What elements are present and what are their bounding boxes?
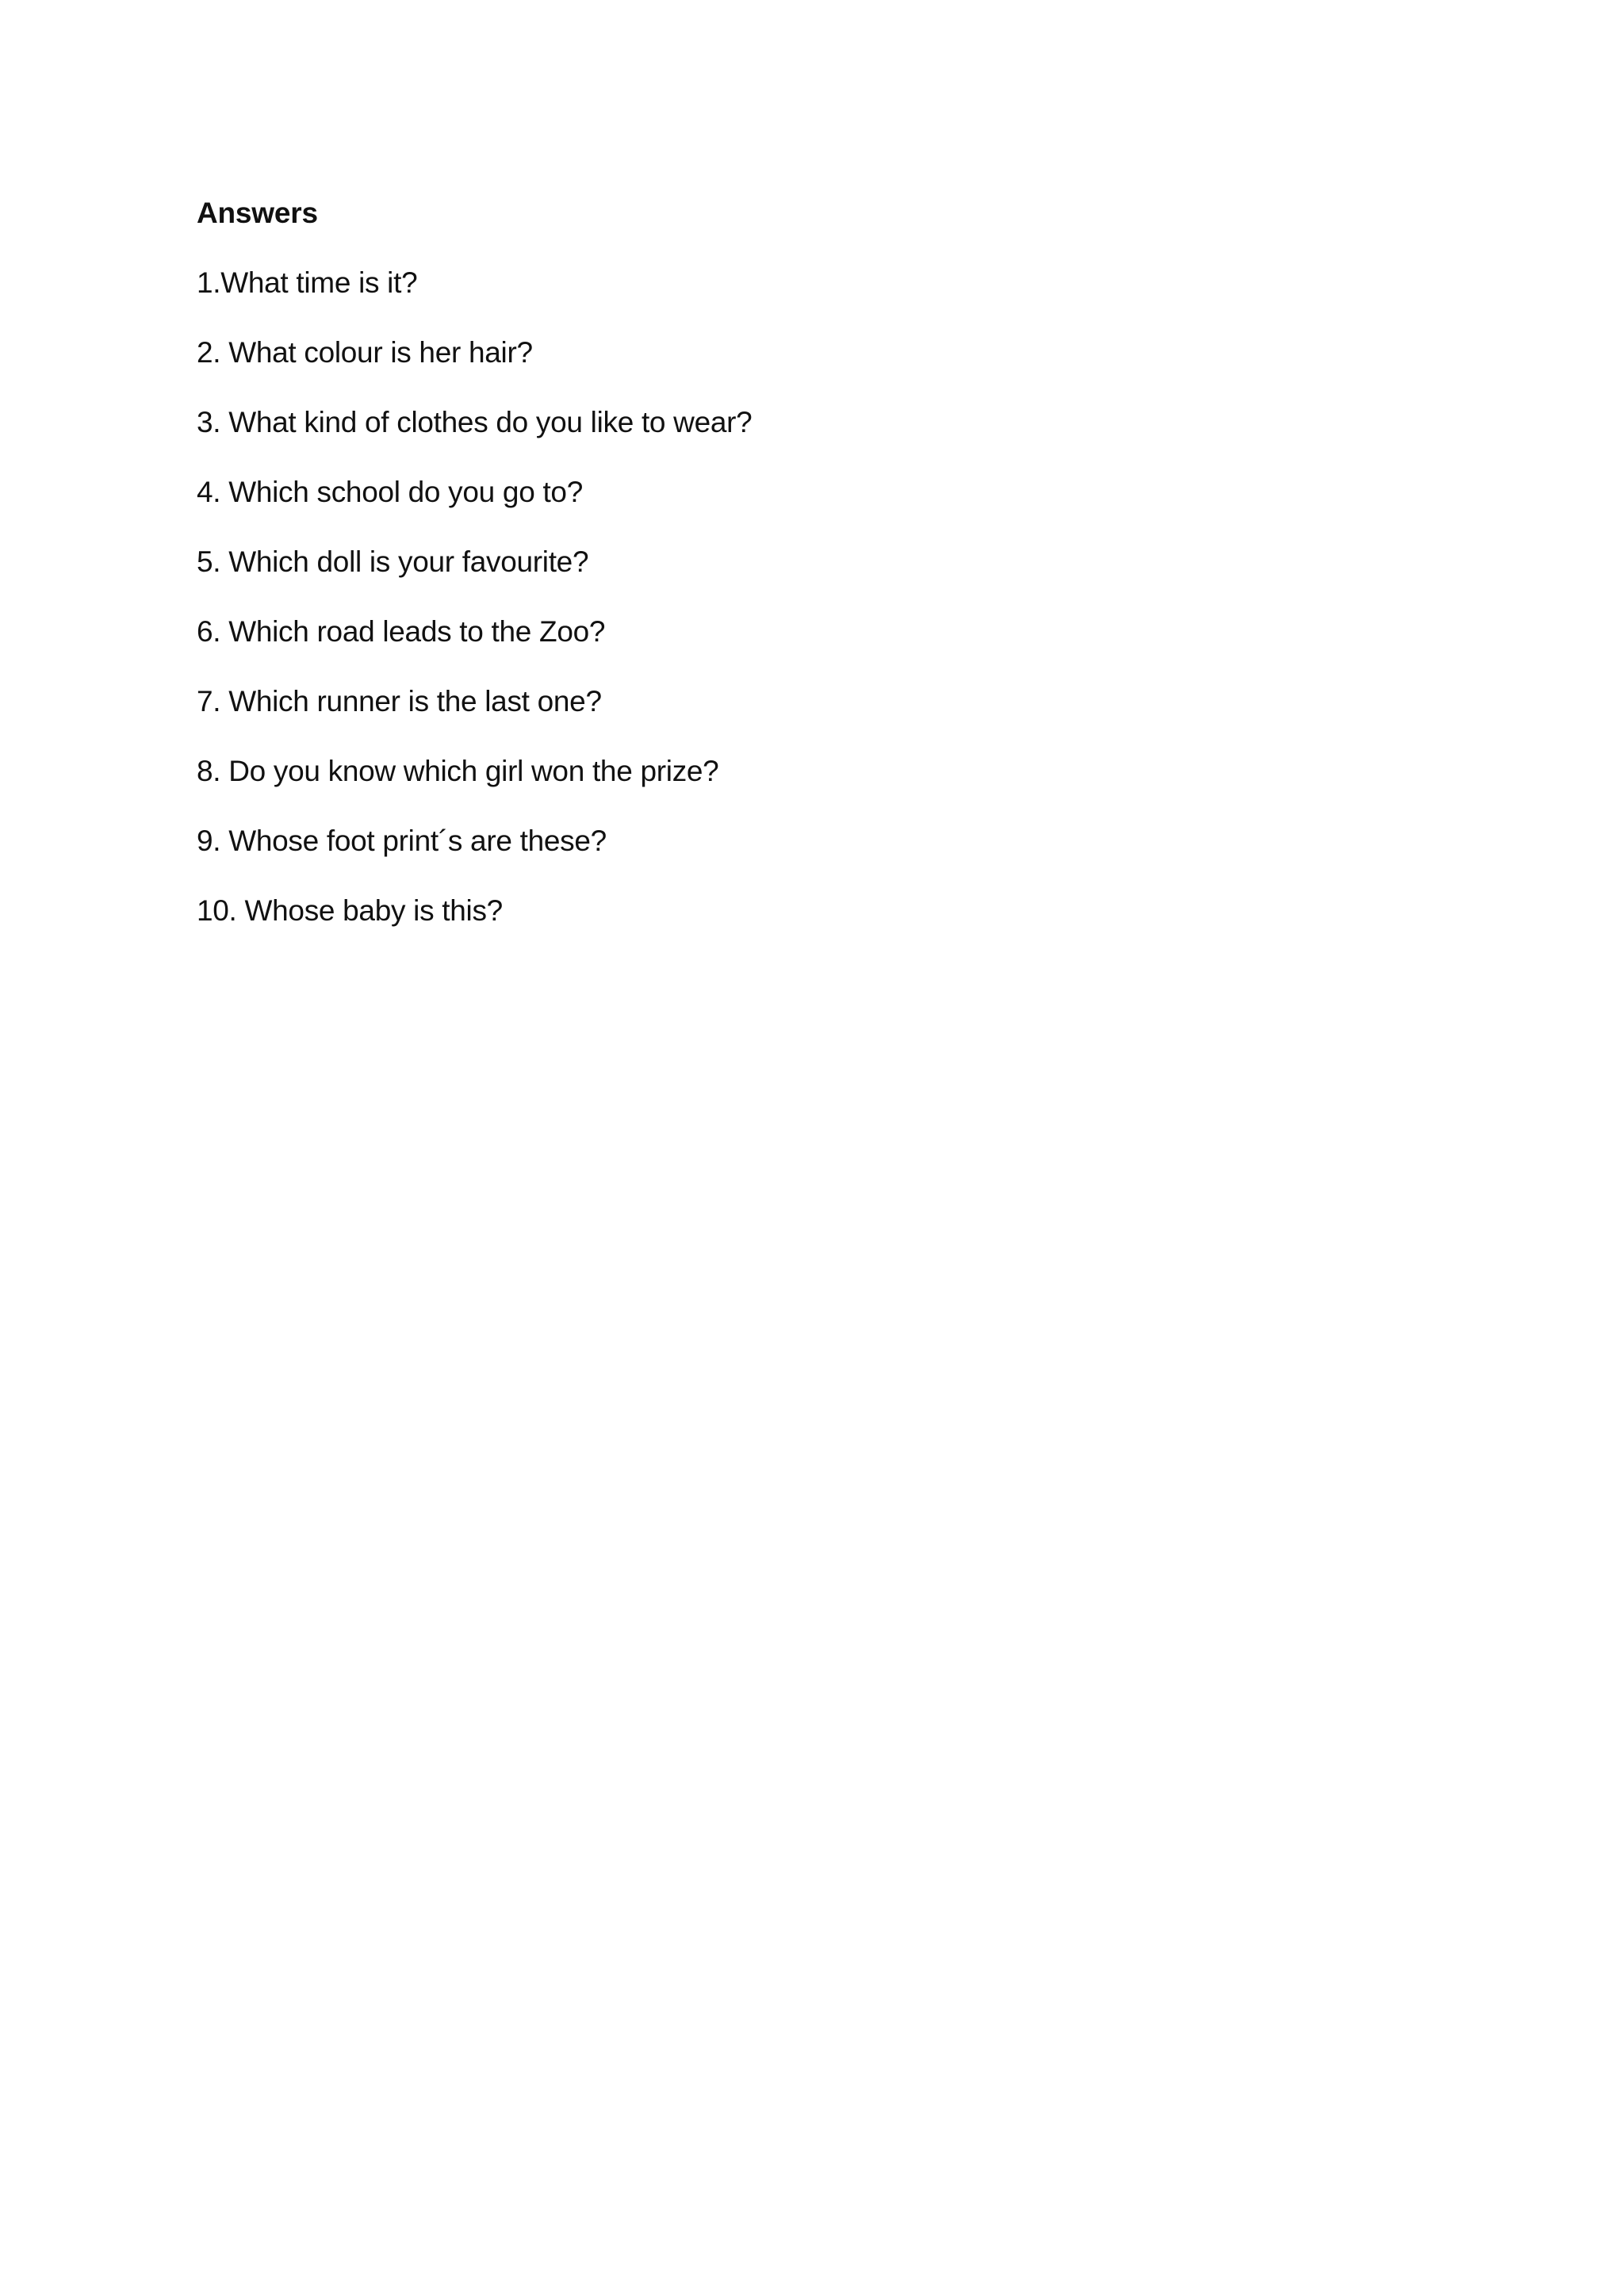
answer-item-6: 6. Which road leads to the Zoo? xyxy=(197,615,606,648)
document-content xyxy=(197,195,1434,962)
answers-heading: Answers xyxy=(197,197,318,229)
answer-item-1: 1.What time is it? xyxy=(197,266,418,299)
answer-item-8: 8. Do you know which girl won the prize? xyxy=(197,755,719,787)
answer-list xyxy=(197,265,1434,929)
answer-item-2: 2. What colour is her hair? xyxy=(197,336,533,369)
answer-item-7: 7. Which runner is the last one? xyxy=(197,685,602,718)
answer-item-5: 5. Which doll is your favourite? xyxy=(197,545,589,578)
answer-item-10: 10. Whose baby is this? xyxy=(197,894,503,927)
answer-item-9: 9. Whose foot print´s are these? xyxy=(197,825,607,857)
answer-item-3: 3. What kind of clothes do you like to wear? xyxy=(197,406,753,438)
answer-item-4: 4. Which school do you go to? xyxy=(197,476,583,508)
